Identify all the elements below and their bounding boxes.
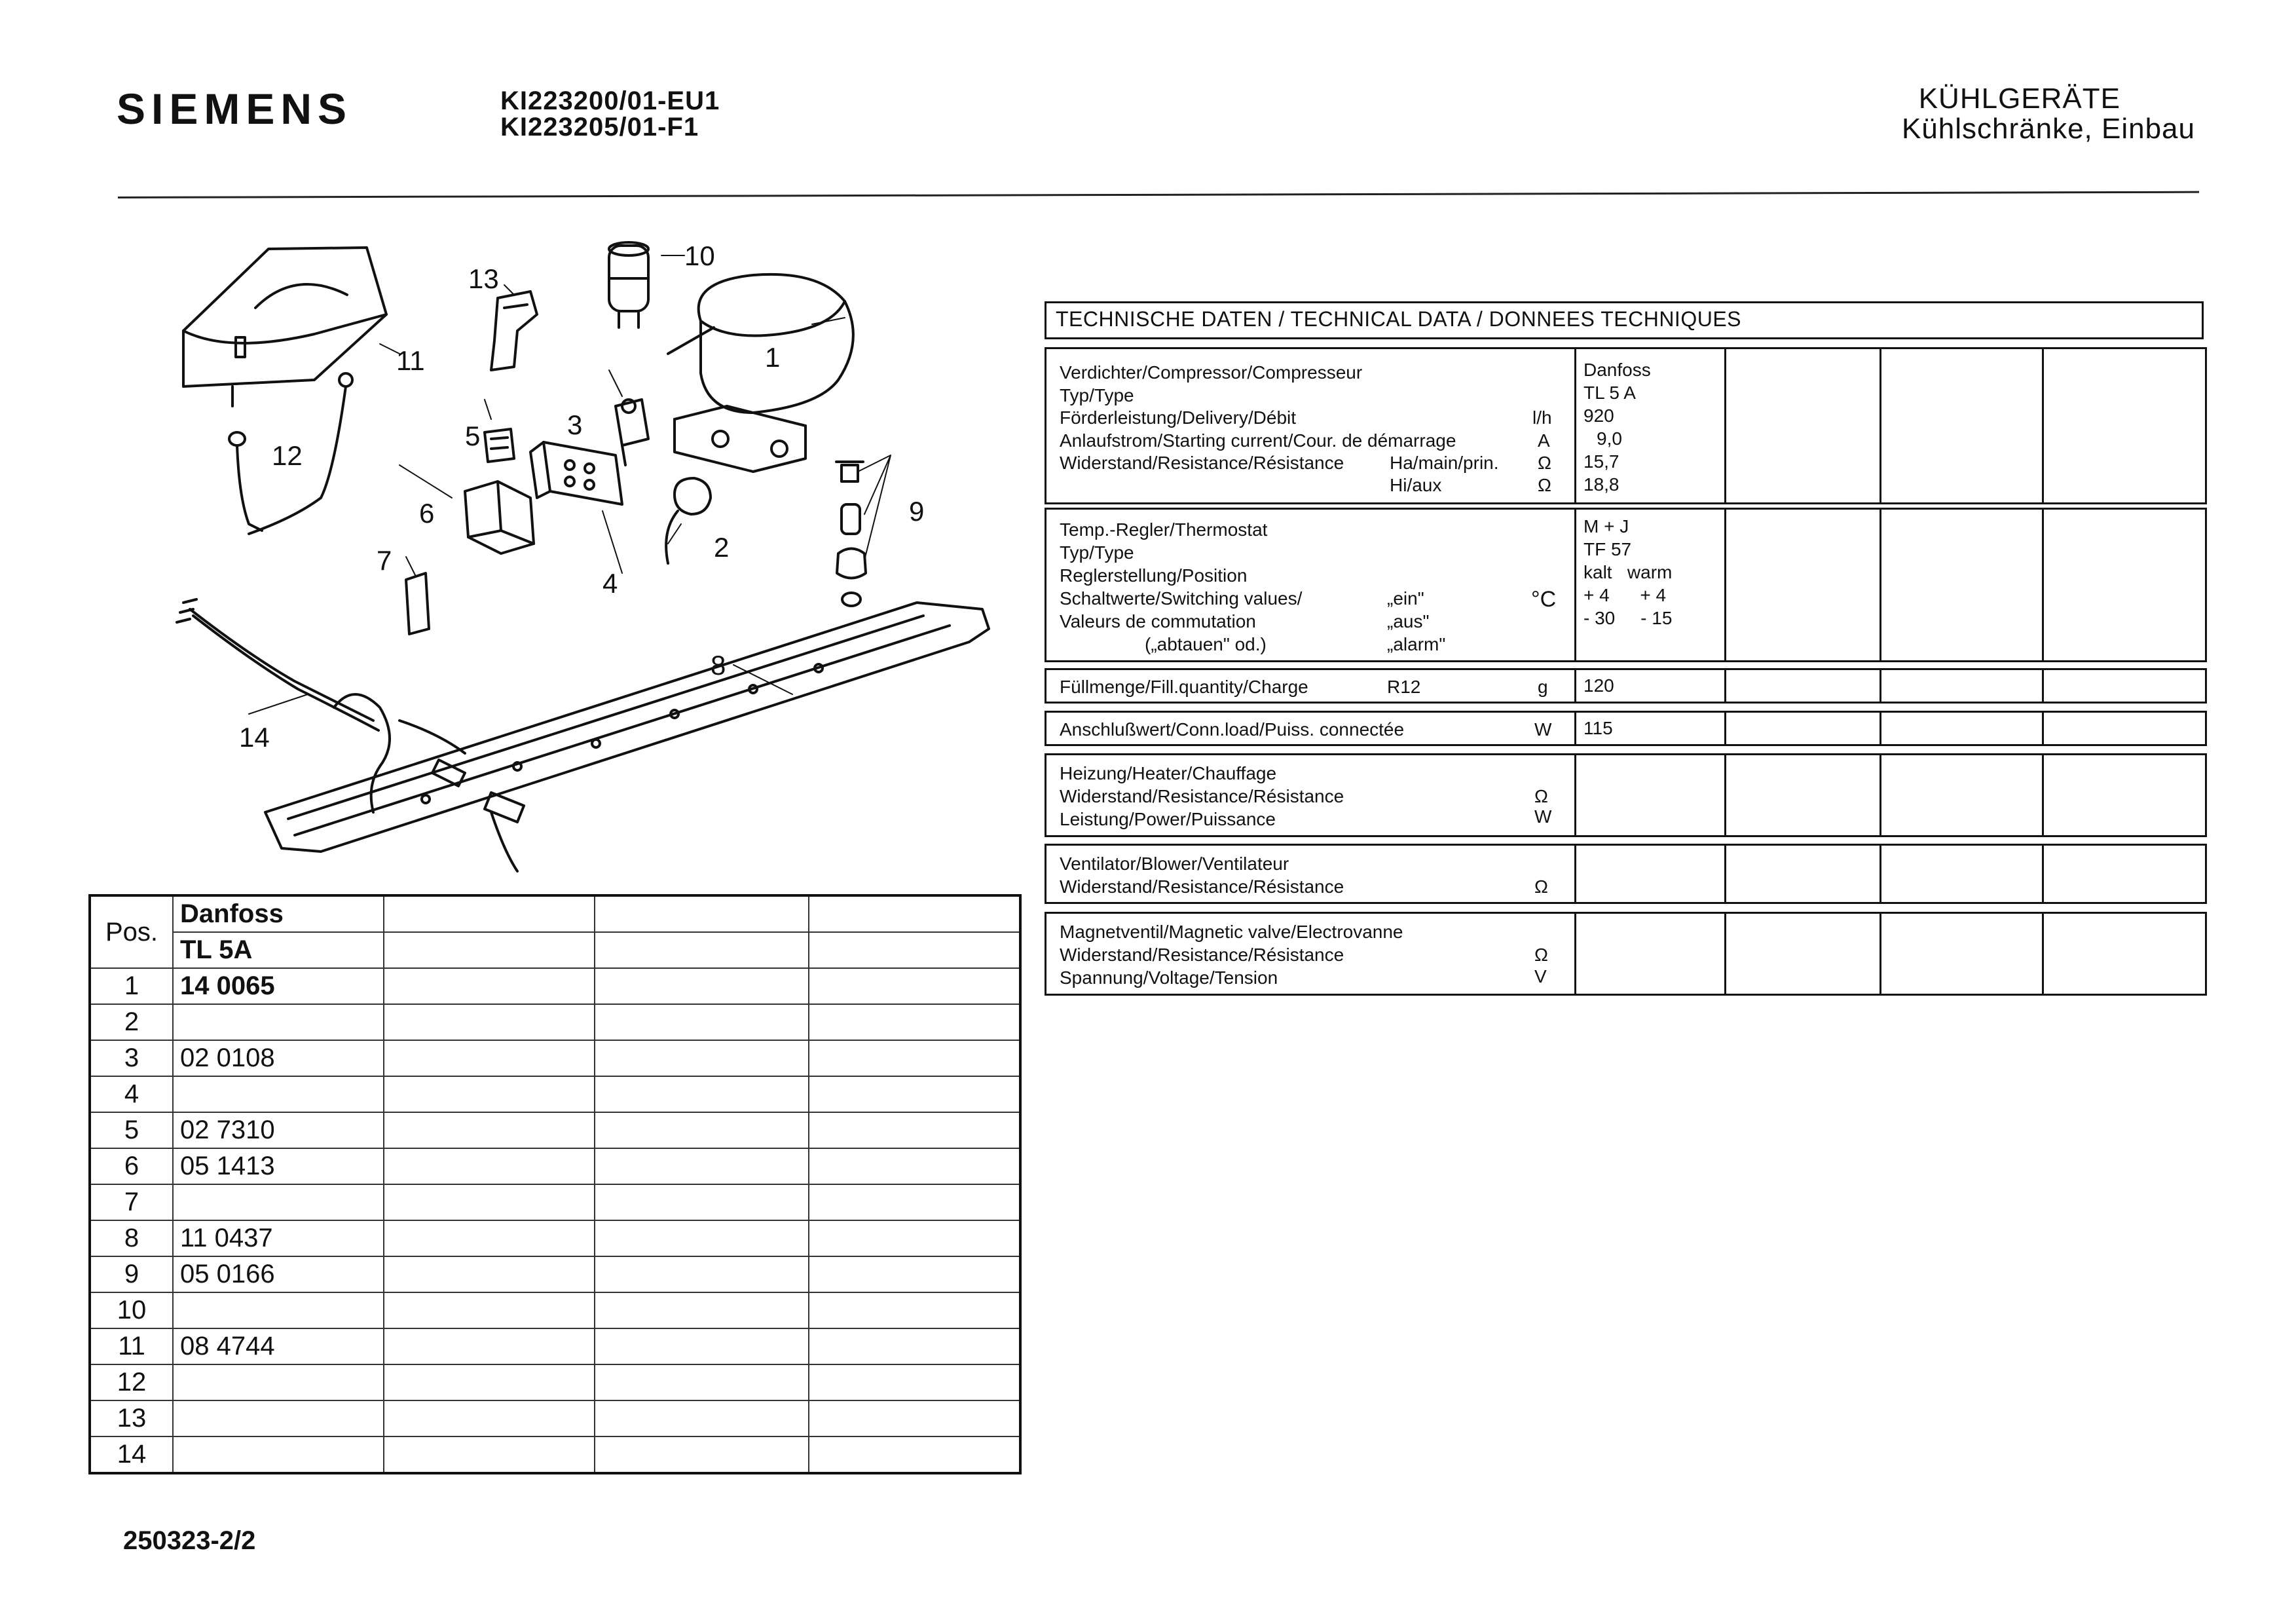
compressor-block: Verdichter/Compressor/Compresseur Typ/Type Förderleistung/Delivery/Débit Anlaufstrom/Starting current/Cour. de démarrage Widerstand/Resistance/Résistance Ha/main/prin. Hi/aux l/h A Ω Ω Danfoss TL 5 A 920 9,0 15,7 18,8 [1045,347,2207,504]
table-row: 9 05 0166 [90,1256,1020,1292]
part-number [173,1436,384,1473]
part-number: 02 7310 [173,1112,384,1148]
part-number [173,1184,384,1220]
part-number [173,1364,384,1400]
blower-block: Ventilator/Blower/Ventilateur Widerstand/Resistance/Résistance Ω [1045,844,2207,904]
brand-header: Danfoss [173,895,384,932]
callout-6: 6 [419,498,435,529]
parts-table [88,894,1022,1474]
part-number: 02 0108 [173,1040,384,1076]
type-header: TL 5A [173,932,384,968]
table-row: 11 08 4744 [90,1328,1020,1364]
callout-2: 2 [714,532,730,563]
callout-9: 9 [909,496,925,527]
pos-header: Pos. [90,895,173,968]
document-code: 250323-2/2 [123,1526,256,1555]
part-number [173,1076,384,1112]
part-number: 05 1413 [173,1148,384,1184]
table-row: 3 02 0108 [90,1040,1020,1076]
table-row: 4 [90,1076,1020,1112]
part-clip-illustration [491,291,537,370]
table-row: 10 [90,1292,1020,1328]
callout-10: 10 [684,240,715,271]
magnetic-valve-block: Magnetventil/Magnetic valve/Electrovanne Widerstand/Resistance/Résistance Spannung/Voltage/Tension Ω V [1045,912,2207,996]
table-row: 5 02 7310 [90,1112,1020,1148]
table-row: 1 14 0065 [90,968,1020,1004]
thermostat-block: Temp.-Regler/Thermostat Typ/Type Reglerstellung/Position Schaltwerte/Switching values/ Valeurs de commutation („abtauen" od.) „ein" „aus" „alarm" °C M + J TF 57 kalt warm + 4 + 4 - 30 - 15 [1045,508,2207,662]
table-row: 8 11 0437 [90,1220,1020,1256]
callout-5: 5 [465,421,481,451]
part-u-clip-illustration [406,573,429,634]
siemens-logo: SIEMENS [117,84,353,133]
table-row: 13 [90,1400,1020,1436]
part-number [173,1400,384,1436]
callout-1: 1 [765,342,781,373]
part-protector-illustration [465,481,534,554]
category-title: KÜHLGERÄTE [1918,83,2120,115]
model-number-2: KI223205/01-F1 [500,113,699,141]
callout-13: 13 [468,263,499,294]
callout-14: 14 [239,722,270,753]
part-number: 08 4744 [173,1328,384,1364]
part-number [173,1004,384,1040]
part-terminal-illustration [485,429,514,462]
part-number [173,1292,384,1328]
part-capacitor-illustration [609,242,648,328]
table-row: 14 [90,1436,1020,1473]
table-row [90,895,1020,932]
callout-4: 4 [602,568,618,599]
part-cover-illustration [183,248,386,406]
part-number: 05 0166 [173,1256,384,1292]
heater-block: Heizung/Heater/Chauffage Widerstand/Resistance/Résistance Leistung/Power/Puissance Ω W [1045,753,2207,837]
exploded-parts-drawing [98,223,1015,878]
callout-11: 11 [396,345,425,376]
table-row: 12 [90,1364,1020,1400]
callout-7: 7 [377,545,392,576]
header-divider [118,191,2199,198]
part-harness-illustration [177,599,524,871]
callout-12: 12 [272,440,303,471]
table-row: 2 [90,1004,1020,1040]
callout-8: 8 [711,650,726,681]
model-number-1: KI223200/01-EU1 [500,86,720,115]
part-number: 14 0065 [173,968,384,1004]
part-compressor-illustration [668,274,853,472]
table-row: 6 05 1413 [90,1148,1020,1184]
technical-data-title: TECHNISCHE DATEN / TECHNICAL DATA / DONNEES TECHNIQUES [1045,301,2204,339]
category-subtitle: Kühlschränke, Einbau [1901,113,2195,145]
part-number: 11 0437 [173,1220,384,1256]
connected-load-block: Anschlußwert/Conn.load/Puiss. connectée W 115 [1045,711,2207,746]
part-relay-illustration [616,400,648,465]
charge-block: Füllmenge/Fill.quantity/Charge R12 g 120 [1045,668,2207,704]
table-row [90,932,1020,968]
part-terminal-block-illustration [530,442,622,504]
table-row: 7 [90,1184,1020,1220]
part-cap-illustration [666,478,711,563]
callout-3: 3 [567,409,583,440]
part-mounting-set-illustration [836,462,866,606]
